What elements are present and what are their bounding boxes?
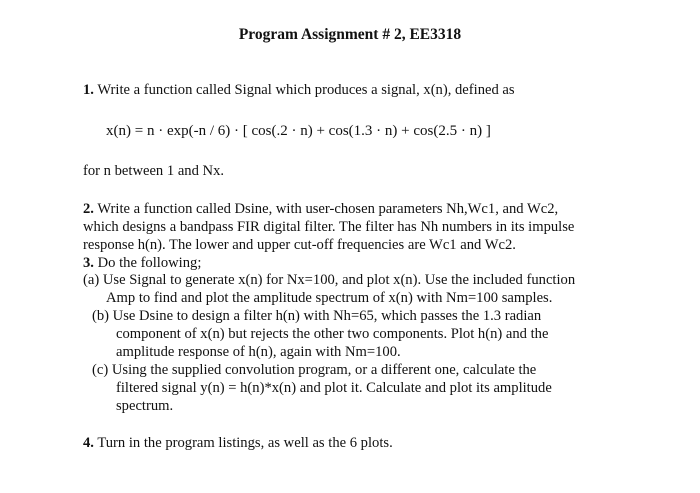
question-4: [83, 434, 393, 452]
part-c-line-3: spectrum.: [116, 398, 174, 414]
question-3-number: 3.: [83, 255, 94, 271]
question-1-range: for n between 1 and Nx.: [83, 163, 225, 179]
part-c-line-1: (c) Using the supplied convolution program, or a different one, calculate the: [92, 362, 537, 378]
signal-equation: x(n) = n · exp(-n / 6) · [ cos(.2 · n) + cos(1.3 · n) + cos(2.5 · n) ]: [106, 123, 491, 139]
question-4-text: Turn in the program listings, as well as the 6 plots.: [97, 435, 393, 451]
question-2-line-1: [83, 200, 558, 218]
question-2-line-3: response h(n). The lower and upper cut-off frequencies are Wc1 and Wc2.: [83, 237, 516, 253]
question-1: [83, 81, 515, 99]
question-1-text: Write a function called Signal which produces a signal, x(n), defined as: [97, 82, 515, 98]
question-1-number: 1.: [83, 82, 94, 98]
part-b-line-1: (b) Use Dsine to design a filter h(n) with Nh=65, which passes the 1.3 radian: [92, 308, 542, 324]
part-a-line-2: Amp to find and plot the amplitude spectrum of x(n) with Nm=100 samples.: [106, 290, 553, 306]
part-c-line-2: filtered signal y(n) = h(n)*x(n) and plot it. Calculate and plot its amplitude: [116, 380, 552, 396]
question-3-intro: [83, 254, 201, 272]
question-4-number: 4.: [83, 435, 94, 451]
question-2-line-2: which designs a bandpass FIR digital filter. The filter has Nh numbers in its impulse: [83, 219, 575, 235]
part-b-line-2: component of x(n) but rejects the other two components. Plot h(n) and the: [116, 326, 549, 342]
document-title: Program Assignment # 2, EE3318: [238, 26, 462, 43]
question-3-text: Do the following;: [97, 255, 202, 271]
part-a-line-1: (a) Use Signal to generate x(n) for Nx=100, and plot x(n). Use the included function: [83, 272, 576, 288]
question-2-text: Write a function called Dsine, with user-chosen parameters Nh,Wc1, and Wc2,: [97, 201, 559, 217]
part-b-line-3: amplitude response of h(n), again with Nm=100.: [116, 344, 401, 360]
question-2-number: 2.: [83, 201, 94, 217]
